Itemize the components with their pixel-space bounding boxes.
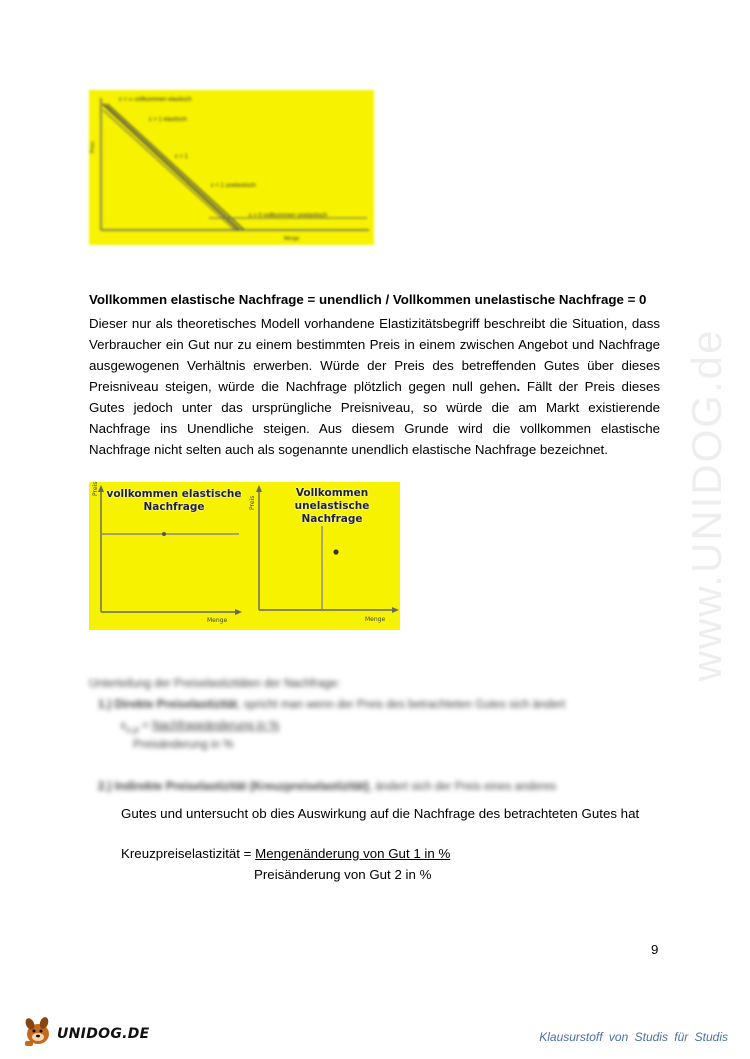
cross-elasticity-text: Gutes und untersucht ob dies Auswirkung auf die Nachfrage des betrachteten Gutes hat [121,806,640,821]
blurred-intro: Unterteilung der Preiselastizitäten der Nachfrage: [89,678,341,690]
elasticity-curves-svg [89,90,374,245]
formula-label: Kreuzpreiselastizität = [121,846,256,861]
paragraph-bold-dot: . [516,379,521,394]
chart-title-line-1: vollkommen elastische [106,488,242,500]
chart-title [264,487,400,526]
item-1-rest: , spricht man wenn der Preis des betrachteten Gutes sich ändert [237,699,566,711]
x-axis-label: Menge [365,616,386,623]
paragraph-part-1: Dieser nur als theoretisches Modell vorhandene Elastizitätsbegriff beschreibt die Situation, dass Verbraucher ein Gut nur zu einem bestimmten Preis in einem zwischen Angebot und Nachfrage ausgewogenen Verhältnis erwerben. Würde der Preis des betreffenden Gutes über dieses Preisniveau steigen, würde die Nachfrage plötzlich gegen null gehen [89,316,660,394]
y-axis-label: Preis [249,495,256,510]
curve-label-2: ε > 1 elastisch [149,117,187,123]
blurred-item-1 [98,699,565,711]
item-1-title: Direkte Preiselastizität [114,699,238,711]
chart-title [105,488,243,514]
section-heading: Vollkommen elastische Nachfrage = unendlich / Vollkommen unelastische Nachfrage = 0 [89,292,647,307]
formula-1-symbol: ε [121,720,127,732]
formula-numerator: Mengenänderung von Gut 1 in % [255,846,451,861]
chart-title-line-1: Vollkommen [295,487,369,499]
y-axis-arrow [256,485,262,492]
chart-title-line-2: Nachfrage [143,501,205,513]
demand-curve-3 [103,110,235,230]
y-axis-label: Preis [90,141,96,153]
dog-mascot-icon [20,1010,60,1050]
curve-label-3: ε = 1 [175,154,188,160]
elasticity-curves-figure [89,90,374,245]
elastic-demand-chart [89,482,243,630]
formula-1-numerator: Nachfrageänderung in % [152,720,280,732]
watermark: www.UNIDOG.de [683,328,730,682]
y-axis-label: Preis [92,482,99,496]
item-1-number: 1.) [98,699,112,711]
curve-label-5: ε = 0 vollkommen unelastisch [249,213,328,219]
x-axis-arrow [392,607,399,613]
page-number: 9 [651,942,659,957]
blurred-item-2 [98,781,556,793]
logo-text: UNIDOG.DE [57,1026,150,1042]
item-2-number: 2.) [98,781,112,793]
footer-tagline: Klausurstoff von Studis für Studis [539,1030,728,1044]
item-2-title: Indirekte Preiselastizität (Kreuzpreiselastizität) [114,781,369,793]
curve-label-4: ε < 1 unelastisch [211,183,256,189]
demand-point [333,549,338,554]
x-axis-arrow [235,609,242,615]
section-paragraph [89,313,660,460]
blurred-formula-1-denominator: Preisänderung in % [133,739,234,751]
formula-1-subscript: x,p [126,724,139,736]
item-2-rest: , ändert sich der Preis eines anderes [369,781,557,793]
curve-label-1: ε = ∞ vollkommen elastisch [119,97,192,103]
inelastic-demand-chart [242,482,400,630]
demand-point [162,532,166,536]
x-axis-label: Menge [284,236,300,242]
cross-elasticity-formula [121,846,450,861]
paragraph-part-2: Fällt der Preis dieses Gutes jedoch unter das ursprüngliche Preisniveau, so würde die am Markt existierende Nachfrage ins Unendliche steigen. Aus diesem Grunde wird die vollkommen elastische Nachfrage nicht selten auch als sogenannte unendlich elastische Nachfrage bezeichnet. [89,379,660,457]
x-axis-label: Menge [207,617,228,624]
chart-title-line-2: unelastische Nachfrage [294,500,370,525]
formula-denominator: Preisänderung von Gut 2 in % [254,867,432,882]
blurred-formula-1: $\varepsilon_{x,p}$ = Nachfrageänderung in % [121,720,280,736]
